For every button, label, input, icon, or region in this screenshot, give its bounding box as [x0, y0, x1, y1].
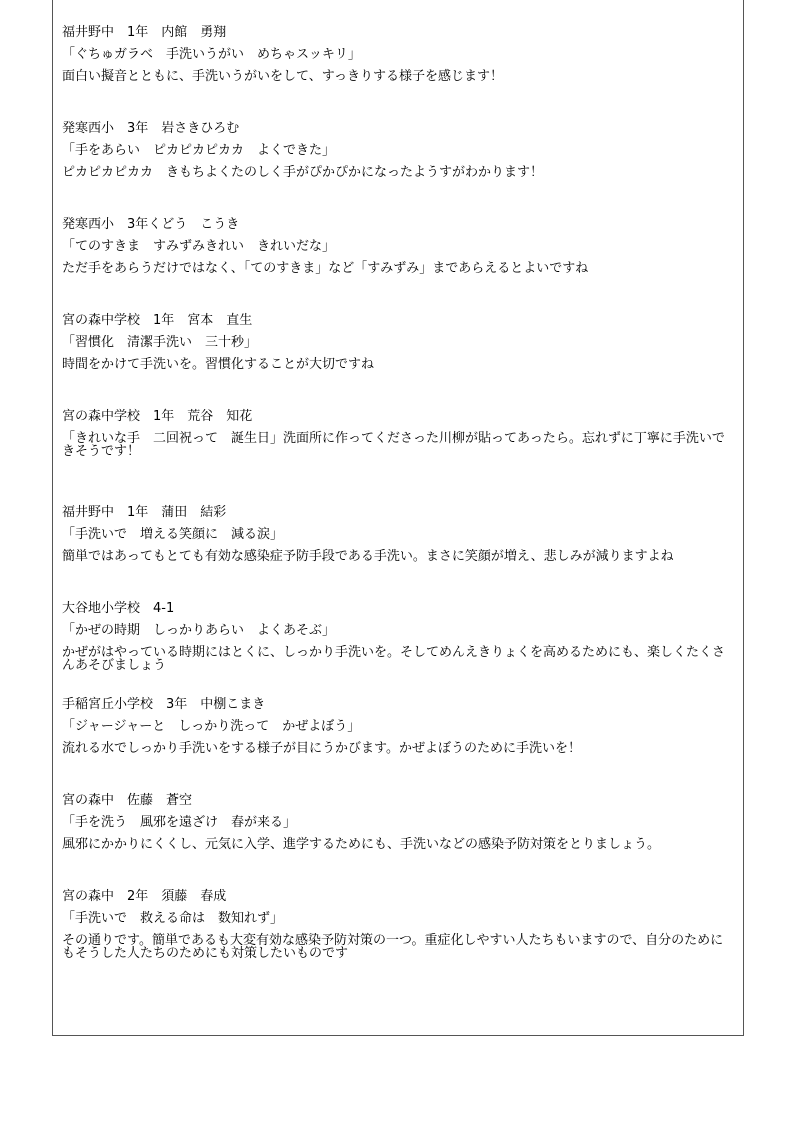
entry-5	[62, 406, 728, 502]
document-frame	[52, 0, 744, 1036]
entry-author: 宮の森中 佐藤 蒼空	[62, 793, 193, 808]
entry-6	[62, 502, 728, 598]
entry-author: 手稲宮丘小学校 3年 中㭭こまき	[62, 697, 266, 712]
entry-author: 発寒西小 3年 岩さきひろむ	[62, 121, 240, 136]
entry-comment: ピカピカピカカ きもちよくたのしく手がぴかぴかになったようすがわかります！	[62, 165, 544, 180]
entry-author: 宮の森中学校 1年 荒谷 知花	[62, 409, 253, 424]
entry-comment: 流れる水でしっかり手洗いをする様子が目にうかびます。かぜよぼうのために手洗いを！	[62, 741, 581, 756]
entry-senryu: 「手をあらい ピカピカピカカ よくできた」	[62, 143, 336, 158]
entry-senryu: 「手を洗う 風邪を遠ざけ 春が来る」	[62, 815, 297, 830]
entry-3	[62, 214, 728, 310]
entry-8	[62, 694, 728, 790]
entry-senryu: 「てのすきま すみずみきれい きれいだな」	[62, 239, 336, 254]
entry-list	[62, 22, 728, 982]
entry-author: 福井野中 1年 蒲田 結彩	[62, 505, 227, 520]
entry-senryu: 「きれいな手 二回祝って 誕生日」洗面所に作ってくださった川柳が貼ってあったら。忘れずに丁寧に手洗いできそうです！	[62, 431, 725, 459]
entry-2	[62, 118, 728, 214]
entry-senryu: 「手洗いで 増える笑顔に 減る涙」	[62, 527, 284, 542]
entry-4	[62, 310, 728, 406]
entry-comment: 簡単ではあってもとても有効な感染症予防手段である手洗い。まさに笑顔が増え、悲しみが減りますよね	[62, 549, 674, 564]
entry-senryu: 「手洗いで 救える命は 数知れず」	[62, 911, 284, 926]
entry-senryu: 「かぜの時期 しっかりあらい よくあそぶ」	[62, 623, 336, 638]
entry-10	[62, 886, 728, 982]
entry-senryu: 「習慣化 清潔手洗い 三十秒」	[62, 335, 258, 350]
entry-comment: 風邪にかかりにくくし、元気に入学、進学するためにも、手洗いなどの感染予防対策をとりましょう。	[62, 837, 661, 852]
entry-comment: 面白い擬音とともに、手洗いうがいをして、すっきりする様子を感じます！	[62, 69, 503, 84]
entry-author: 宮の森中学校 1年 宮本 直生	[62, 313, 253, 328]
entry-comment: 時間をかけて手洗いを。習慣化することが大切ですね	[62, 357, 375, 372]
entry-1	[62, 22, 728, 118]
entry-author: 発寒西小 3年くどう こうき	[62, 217, 240, 232]
entry-author: 福井野中 1年 内館 勇翔	[62, 25, 227, 40]
entry-comment: かぜがはやっている時期にはとくに、しっかり手洗いを。そしてめんえきりょくを高めるためにも、楽しくたくさんあそびましょう	[62, 645, 726, 673]
entry-comment: その通りです。簡単であるも大変有効な感染予防対策の一つ。重症化しやすい人たちもいますので、自分のためにもそうした人たちのためにも対策したいものです	[62, 933, 724, 961]
entry-7	[62, 598, 728, 694]
entry-comment: ただ手をあらうだけではなく、「てのすきま」など「すみずみ」まであらえるとよいですね	[62, 261, 589, 276]
entry-senryu: 「ぐちゅガラベ 手洗いうがい めちゃスッキリ」	[62, 47, 361, 62]
entry-author: 宮の森中 2年 須藤 春成	[62, 889, 227, 904]
entry-9	[62, 790, 728, 886]
entry-author: 大谷地小学校 4-1	[62, 601, 175, 616]
entry-senryu: 「ジャージャーと しっかり洗って かぜよぼう」	[62, 719, 361, 734]
